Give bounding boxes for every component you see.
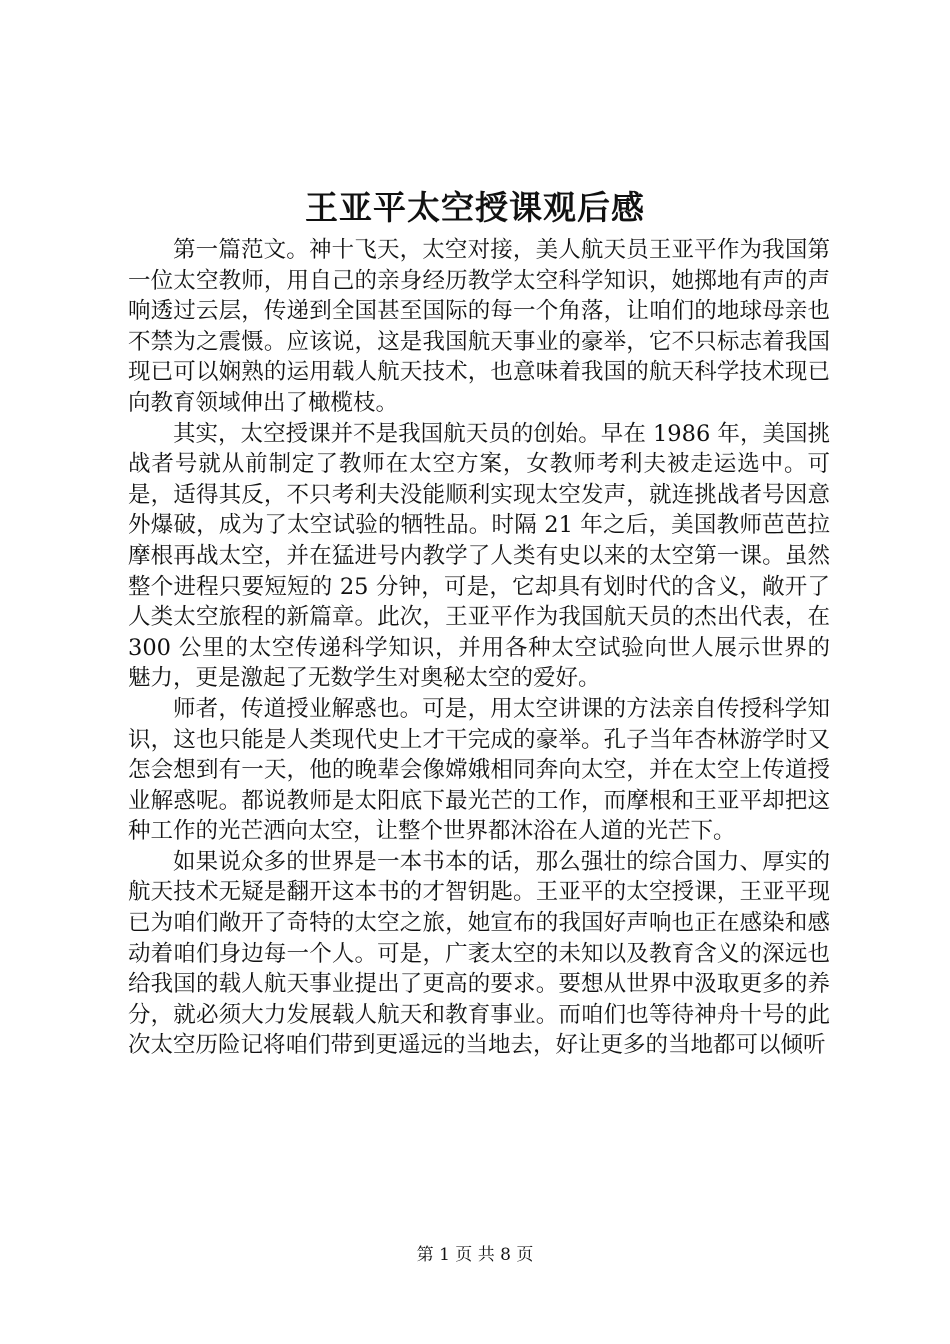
- document-body: [128, 235, 830, 1061]
- paragraph-1: 第一篇范文。神十飞天，太空对接，美人航天员王亚平作为我国第一位太空教师，用自己的亲身经历教学太空科学知识，她掷地有声的声响透过云层，传递到全国甚至国际的每一个角落，让咱们的地球母亲也不禁为之震慑。应该说，这是我国航天事业的豪举，它不只标志着我国现已可以娴熟的运用载人航天技术，也意味着我国的航天科学技术现已向教育领域伸出了橄榄枝。: [128, 237, 830, 416]
- page-number-footer: 第 1 页 共 8 页: [416, 1245, 534, 1265]
- paragraph-4: 如果说众多的世界是一本书本的话，那么强壮的综合国力、厚实的航天技术无疑是翻开这本书的才智钥匙。王亚平的太空授课，王亚平现已为咱们敞开了奇特的太空之旅，她宣布的我国好声响也正在感染和感动着咱们身边每一个人。可是，广袤太空的未知以及教育含义的深远也给我国的载人航天事业提出了更高的要求。要想从世界中汲取更多的养分，就必须大力发展载人航天和教育事业。而咱们也等待神舟十号的此次太空历险记将咱们带到更遥远的当地去，好让更多的当地都可以倾听: [128, 848, 830, 1059]
- paragraph-2: 其实，太空授课并不是我国航天员的创始。早在 1986 年，美国挑战者号就从前制定了教师在太空方案，女教师考利夫被走运选中。可是，适得其反，不只考利夫没能顺利实现太空发声，就连挑战者号因意外爆破，成为了太空试验的牺牲品。时隔 21 年之后，美国教师芭芭拉摩根再战太空，并在猛进号内教学了人类有史以来的太空第一课。虽然整个进程只要短短的 25 分钟，可是，它却具有划时代的含义，敞开了人类太空旅程的新篇章。此次，王亚平作为我国航天员的杰出代表，在 300 公里的太空传递科学知识，并用各种太空试验向世人展示世界的魅力，更是激起了无数学生对奥秘太空的爱好。: [128, 420, 830, 692]
- paragraph-3: 师者，传道授业解惑也。可是，用太空讲课的方法亲自传授科学知识，这也只能是人类现代史上才干完成的豪举。孔子当年杏林游学时又怎会想到有一天，他的晚辈会像嫦娥相同奔向太空，并在太空上传道授业解惑呢。都说教师是太阳底下最光芒的工作，而摩根和王亚平却把这种工作的光芒洒向太空，让整个世界都沐浴在人道的光芒下。: [128, 695, 830, 845]
- document-title: 王亚平太空授课观后感: [305, 188, 645, 227]
